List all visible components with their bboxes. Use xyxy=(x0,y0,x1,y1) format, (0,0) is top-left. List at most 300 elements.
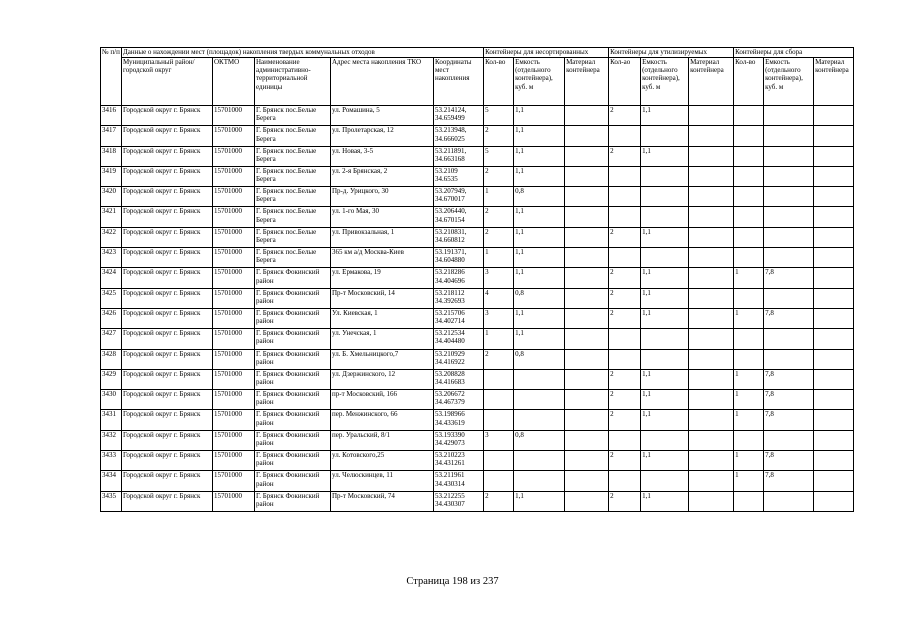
cell-capacity-collection xyxy=(764,187,814,207)
header-group-unsorted: Контейнеры для несортированных xyxy=(484,48,609,58)
table-row xyxy=(101,430,854,450)
cell-count-recycle: 2 xyxy=(609,288,641,308)
cell-count-collection xyxy=(734,207,764,227)
cell-count-collection: 1 xyxy=(734,268,764,288)
cell-count-unsorted: 1 xyxy=(484,248,514,268)
cell-count-recycle: 2 xyxy=(609,451,641,471)
cell-coords: 53.206672 34.467379 xyxy=(434,390,484,410)
cell-municipal: Городской округ г. Брянск xyxy=(122,471,213,491)
cell-municipal: Городской округ г. Брянск xyxy=(122,207,213,227)
cell-material-collection xyxy=(814,369,854,389)
cell-capacity-unsorted xyxy=(514,471,565,491)
cell-material-unsorted xyxy=(565,410,609,430)
cell-count-unsorted: 3 xyxy=(484,430,514,450)
cell-admin-unit: Г. Брянск Фокинский район xyxy=(255,430,331,450)
cell-count-unsorted xyxy=(484,390,514,410)
cell-count-unsorted: 2 xyxy=(484,207,514,227)
cell-admin-unit: Г. Брянск пос.Белые Берега xyxy=(255,146,331,166)
header-group-recycle: Контейнеры для утилизируемых xyxy=(609,48,734,58)
table-row xyxy=(101,187,854,207)
cell-municipal: Городской округ г. Брянск xyxy=(122,146,213,166)
cell-admin-unit: Г. Брянск пос.Белые Берега xyxy=(255,227,331,247)
cell-admin-unit: Г. Брянск пос.Белые Берега xyxy=(255,106,331,126)
cell-oktmo: 15701000 xyxy=(213,329,255,349)
cell-material-collection xyxy=(814,471,854,491)
cell-count-recycle: 2 xyxy=(609,268,641,288)
cell-capacity-collection xyxy=(764,126,814,146)
cell-num: 3427 xyxy=(101,329,122,349)
cell-coords: 53.212534 34.404480 xyxy=(434,329,484,349)
cell-address: Пр-д. Урицкого, 30 xyxy=(331,187,434,207)
cell-coords: 53.214124, 34.659499 xyxy=(434,106,484,126)
cell-capacity-unsorted xyxy=(514,390,565,410)
cell-num: 3418 xyxy=(101,146,122,166)
cell-address: Пр-т Московский, 14 xyxy=(331,288,434,308)
cell-admin-unit: Г. Брянск Фокинский район xyxy=(255,349,331,369)
cell-municipal: Городской округ г. Брянск xyxy=(122,390,213,410)
cell-count-recycle: 2 xyxy=(609,390,641,410)
cell-oktmo: 15701000 xyxy=(213,187,255,207)
cell-count-collection xyxy=(734,430,764,450)
cell-municipal: Городской округ г. Брянск xyxy=(122,248,213,268)
cell-capacity-unsorted xyxy=(514,369,565,389)
cell-capacity-collection: 7,8 xyxy=(764,390,814,410)
cell-capacity-collection: 7,8 xyxy=(764,471,814,491)
table-row xyxy=(101,349,854,369)
cell-coords: 53.212255 34.430307 xyxy=(434,491,484,511)
cell-material-collection xyxy=(814,491,854,511)
cell-capacity-unsorted xyxy=(514,451,565,471)
header-municipal: Муниципальный район/городской округ xyxy=(122,58,213,106)
cell-oktmo: 15701000 xyxy=(213,451,255,471)
header-coords: Координаты мест накопления xyxy=(434,58,484,106)
header-capacity-collection: Емкость (отдельного контейнера), куб. м xyxy=(764,58,814,106)
cell-municipal: Городской округ г. Брянск xyxy=(122,187,213,207)
cell-address: пер. Уральский, 8/1 xyxy=(331,430,434,450)
table-row xyxy=(101,268,854,288)
cell-count-collection xyxy=(734,248,764,268)
cell-capacity-unsorted: 0,8 xyxy=(514,349,565,369)
cell-coords: 53.215706 34.402714 xyxy=(434,308,484,328)
table-row xyxy=(101,227,854,247)
cell-material-collection xyxy=(814,410,854,430)
cell-municipal: Городской округ г. Брянск xyxy=(122,308,213,328)
waste-sites-table xyxy=(100,47,854,512)
cell-capacity-recycle xyxy=(641,207,689,227)
cell-coords: 53.213948, 34.666025 xyxy=(434,126,484,146)
cell-coords: 53.210831, 34.660812 xyxy=(434,227,484,247)
cell-material-recycle xyxy=(689,126,734,146)
cell-num: 3430 xyxy=(101,390,122,410)
cell-material-recycle xyxy=(689,268,734,288)
cell-oktmo: 15701000 xyxy=(213,288,255,308)
cell-capacity-recycle: 1,1 xyxy=(641,227,689,247)
cell-capacity-unsorted: 1,1 xyxy=(514,126,565,146)
cell-municipal: Городской округ г. Брянск xyxy=(122,288,213,308)
cell-material-collection xyxy=(814,126,854,146)
cell-material-recycle xyxy=(689,207,734,227)
cell-capacity-unsorted: 1,1 xyxy=(514,248,565,268)
cell-count-recycle: 2 xyxy=(609,146,641,166)
cell-coords: 53.2109 34.6535 xyxy=(434,166,484,186)
cell-material-unsorted xyxy=(565,430,609,450)
cell-num: 3431 xyxy=(101,410,122,430)
cell-material-collection xyxy=(814,207,854,227)
cell-material-unsorted xyxy=(565,227,609,247)
cell-capacity-unsorted: 1,1 xyxy=(514,308,565,328)
cell-capacity-recycle: 1,1 xyxy=(641,146,689,166)
cell-admin-unit: Г. Брянск пос.Белые Берега xyxy=(255,187,331,207)
cell-oktmo: 15701000 xyxy=(213,268,255,288)
header-count-unsorted: Кол-во xyxy=(484,58,514,106)
header-material-collection: Материал контейнера xyxy=(814,58,854,106)
cell-material-collection xyxy=(814,146,854,166)
header-num: № п/п xyxy=(101,48,122,106)
cell-address: ул. 1-го Мая, 30 xyxy=(331,207,434,227)
table-row xyxy=(101,329,854,349)
cell-capacity-unsorted: 1,1 xyxy=(514,491,565,511)
cell-admin-unit: Г. Брянск пос.Белые Берега xyxy=(255,207,331,227)
cell-num: 3422 xyxy=(101,227,122,247)
cell-capacity-unsorted xyxy=(514,410,565,430)
cell-material-recycle xyxy=(689,106,734,126)
cell-count-collection: 1 xyxy=(734,451,764,471)
cell-num: 3417 xyxy=(101,126,122,146)
cell-num: 3434 xyxy=(101,471,122,491)
cell-count-collection: 1 xyxy=(734,308,764,328)
table-row xyxy=(101,451,854,471)
cell-coords: 53.211961 34.430314 xyxy=(434,471,484,491)
cell-material-recycle xyxy=(689,491,734,511)
cell-material-unsorted xyxy=(565,390,609,410)
cell-count-recycle: 2 xyxy=(609,227,641,247)
cell-material-recycle xyxy=(689,187,734,207)
header-group-collection: Контейнеры для сбора xyxy=(734,48,854,58)
cell-material-recycle xyxy=(689,390,734,410)
header-material-unsorted: Материал контейнера xyxy=(565,58,609,106)
cell-num: 3425 xyxy=(101,288,122,308)
cell-capacity-collection xyxy=(764,207,814,227)
cell-capacity-recycle: 1,1 xyxy=(641,308,689,328)
cell-num: 3416 xyxy=(101,106,122,126)
header-row-columns xyxy=(101,58,854,106)
cell-material-collection xyxy=(814,268,854,288)
cell-coords: 53.207949, 34.670017 xyxy=(434,187,484,207)
cell-oktmo: 15701000 xyxy=(213,430,255,450)
cell-address: пр-т Московский, 166 xyxy=(331,390,434,410)
cell-address: ул. Челюскинцев, 11 xyxy=(331,471,434,491)
cell-capacity-recycle: 1,1 xyxy=(641,491,689,511)
cell-address: ул. Пролетарская, 12 xyxy=(331,126,434,146)
cell-num: 3428 xyxy=(101,349,122,369)
cell-material-unsorted xyxy=(565,268,609,288)
cell-material-recycle xyxy=(689,471,734,491)
cell-address: ул. Дзержинского, 12 xyxy=(331,369,434,389)
cell-coords: 53.210223 34.431261 xyxy=(434,451,484,471)
cell-capacity-collection xyxy=(764,491,814,511)
cell-oktmo: 15701000 xyxy=(213,227,255,247)
cell-count-collection xyxy=(734,491,764,511)
cell-num: 3432 xyxy=(101,430,122,450)
header-count-collection: Кол-во xyxy=(734,58,764,106)
cell-count-unsorted: 3 xyxy=(484,268,514,288)
cell-oktmo: 15701000 xyxy=(213,126,255,146)
cell-material-collection xyxy=(814,349,854,369)
cell-count-collection xyxy=(734,288,764,308)
cell-capacity-recycle: 1,1 xyxy=(641,451,689,471)
cell-municipal: Городской округ г. Брянск xyxy=(122,329,213,349)
table-row xyxy=(101,166,854,186)
table-row xyxy=(101,308,854,328)
cell-num: 3420 xyxy=(101,187,122,207)
cell-address: Ул. Киевская, 1 xyxy=(331,308,434,328)
cell-capacity-collection xyxy=(764,349,814,369)
cell-material-unsorted xyxy=(565,451,609,471)
cell-count-unsorted: 3 xyxy=(484,308,514,328)
cell-count-recycle xyxy=(609,430,641,450)
cell-admin-unit: Г. Брянск Фокинский район xyxy=(255,471,331,491)
cell-coords: 53.211891, 34.663168 xyxy=(434,146,484,166)
cell-capacity-recycle: 1,1 xyxy=(641,410,689,430)
cell-material-unsorted xyxy=(565,369,609,389)
table-header xyxy=(101,48,854,106)
table-row xyxy=(101,471,854,491)
cell-material-unsorted xyxy=(565,166,609,186)
cell-count-unsorted: 2 xyxy=(484,166,514,186)
cell-count-unsorted: 4 xyxy=(484,288,514,308)
cell-coords: 53.218286 34.404696 xyxy=(434,268,484,288)
cell-oktmo: 15701000 xyxy=(213,369,255,389)
cell-capacity-collection: 7,8 xyxy=(764,268,814,288)
cell-coords: 53.206440, 34.670154 xyxy=(434,207,484,227)
cell-material-unsorted xyxy=(565,126,609,146)
cell-capacity-recycle: 1,1 xyxy=(641,288,689,308)
cell-material-unsorted xyxy=(565,329,609,349)
cell-count-unsorted: 2 xyxy=(484,349,514,369)
cell-num: 3429 xyxy=(101,369,122,389)
cell-count-unsorted: 2 xyxy=(484,227,514,247)
cell-count-collection xyxy=(734,146,764,166)
cell-coords: 53.210929 34.416922 xyxy=(434,349,484,369)
cell-capacity-recycle xyxy=(641,166,689,186)
cell-admin-unit: Г. Брянск Фокинский район xyxy=(255,329,331,349)
cell-admin-unit: Г. Брянск Фокинский район xyxy=(255,268,331,288)
cell-count-unsorted: 2 xyxy=(484,126,514,146)
table-row xyxy=(101,491,854,511)
cell-material-unsorted xyxy=(565,308,609,328)
cell-oktmo: 15701000 xyxy=(213,146,255,166)
cell-capacity-unsorted: 0,8 xyxy=(514,187,565,207)
cell-count-unsorted: 5 xyxy=(484,146,514,166)
cell-admin-unit: Г. Брянск Фокинский район xyxy=(255,390,331,410)
cell-num: 3423 xyxy=(101,248,122,268)
cell-material-recycle xyxy=(689,329,734,349)
cell-capacity-recycle: 1,1 xyxy=(641,268,689,288)
cell-municipal: Городской округ г. Брянск xyxy=(122,227,213,247)
table-row xyxy=(101,207,854,227)
cell-oktmo: 15701000 xyxy=(213,410,255,430)
cell-material-collection xyxy=(814,227,854,247)
cell-address: ул. Котовского,25 xyxy=(331,451,434,471)
cell-capacity-unsorted: 1,1 xyxy=(514,329,565,349)
cell-address: ул. Привокзальная, 1 xyxy=(331,227,434,247)
cell-municipal: Городской округ г. Брянск xyxy=(122,106,213,126)
cell-municipal: Городской округ г. Брянск xyxy=(122,491,213,511)
cell-count-collection: 1 xyxy=(734,471,764,491)
table-body xyxy=(101,106,854,512)
cell-count-recycle xyxy=(609,207,641,227)
cell-count-unsorted: 1 xyxy=(484,187,514,207)
cell-material-unsorted xyxy=(565,106,609,126)
cell-count-collection: 1 xyxy=(734,410,764,430)
cell-count-recycle: 2 xyxy=(609,308,641,328)
table-row xyxy=(101,410,854,430)
cell-material-recycle xyxy=(689,430,734,450)
cell-address: ул. Ермакова, 19 xyxy=(331,268,434,288)
table-row xyxy=(101,288,854,308)
cell-count-recycle xyxy=(609,166,641,186)
cell-oktmo: 15701000 xyxy=(213,106,255,126)
cell-count-unsorted xyxy=(484,410,514,430)
cell-count-collection: 1 xyxy=(734,369,764,389)
cell-material-unsorted xyxy=(565,146,609,166)
cell-num: 3426 xyxy=(101,308,122,328)
cell-capacity-recycle xyxy=(641,471,689,491)
cell-count-recycle: 2 xyxy=(609,369,641,389)
cell-material-collection xyxy=(814,166,854,186)
cell-material-recycle xyxy=(689,451,734,471)
cell-capacity-collection xyxy=(764,288,814,308)
cell-capacity-recycle xyxy=(641,329,689,349)
cell-count-recycle: 2 xyxy=(609,491,641,511)
cell-count-recycle xyxy=(609,329,641,349)
cell-address: ул. Новая, 3-5 xyxy=(331,146,434,166)
header-oktmo: ОКТМО xyxy=(213,58,255,106)
cell-material-unsorted xyxy=(565,187,609,207)
cell-capacity-unsorted: 1,1 xyxy=(514,146,565,166)
header-group-location: Данные о нахождении мест (площадок) накопления твердых коммунальных отходов xyxy=(122,48,484,58)
cell-admin-unit: Г. Брянск Фокинский район xyxy=(255,491,331,511)
cell-material-collection xyxy=(814,248,854,268)
cell-count-unsorted: 2 xyxy=(484,491,514,511)
cell-count-unsorted xyxy=(484,369,514,389)
table-row xyxy=(101,248,854,268)
cell-address: ул. Унечская, 1 xyxy=(331,329,434,349)
cell-oktmo: 15701000 xyxy=(213,166,255,186)
cell-oktmo: 15701000 xyxy=(213,308,255,328)
cell-capacity-recycle xyxy=(641,430,689,450)
cell-count-recycle xyxy=(609,126,641,146)
cell-capacity-unsorted: 1,1 xyxy=(514,166,565,186)
cell-material-collection xyxy=(814,451,854,471)
cell-address: 365 км а/д Москва-Киев xyxy=(331,248,434,268)
cell-material-collection xyxy=(814,430,854,450)
cell-count-unsorted: 5 xyxy=(484,106,514,126)
page-number: Страница 198 из 237 xyxy=(406,576,499,587)
cell-capacity-unsorted: 1,1 xyxy=(514,106,565,126)
cell-count-collection: 1 xyxy=(734,390,764,410)
cell-material-collection xyxy=(814,308,854,328)
cell-oktmo: 15701000 xyxy=(213,491,255,511)
header-count-recycle: Кол-ао xyxy=(609,58,641,106)
cell-num: 3424 xyxy=(101,268,122,288)
cell-capacity-collection xyxy=(764,146,814,166)
table-row xyxy=(101,106,854,126)
cell-capacity-collection xyxy=(764,248,814,268)
cell-count-collection xyxy=(734,227,764,247)
cell-municipal: Городской округ г. Брянск xyxy=(122,369,213,389)
cell-count-unsorted xyxy=(484,471,514,491)
table-row xyxy=(101,390,854,410)
cell-capacity-recycle: 1,1 xyxy=(641,106,689,126)
cell-capacity-recycle xyxy=(641,248,689,268)
cell-municipal: Городской округ г. Брянск xyxy=(122,349,213,369)
cell-capacity-unsorted: 1,1 xyxy=(514,268,565,288)
cell-material-recycle xyxy=(689,288,734,308)
cell-count-unsorted: 1 xyxy=(484,329,514,349)
table-row xyxy=(101,369,854,389)
header-row-groups xyxy=(101,48,854,58)
cell-admin-unit: Г. Брянск Фокинский район xyxy=(255,308,331,328)
cell-coords: 53.208828 34.416683 xyxy=(434,369,484,389)
cell-oktmo: 15701000 xyxy=(213,349,255,369)
cell-count-recycle xyxy=(609,248,641,268)
cell-capacity-collection xyxy=(764,430,814,450)
cell-capacity-recycle xyxy=(641,187,689,207)
cell-material-recycle xyxy=(689,349,734,369)
cell-material-unsorted xyxy=(565,207,609,227)
cell-count-collection xyxy=(734,166,764,186)
cell-capacity-recycle xyxy=(641,126,689,146)
cell-count-recycle: 2 xyxy=(609,410,641,430)
cell-material-unsorted xyxy=(565,471,609,491)
header-capacity-unsorted: Емкость (отдельного контейнера), куб. м xyxy=(514,58,565,106)
cell-capacity-collection xyxy=(764,227,814,247)
cell-material-recycle xyxy=(689,410,734,430)
cell-admin-unit: Г. Брянск Фокинский район xyxy=(255,288,331,308)
cell-capacity-collection xyxy=(764,329,814,349)
cell-capacity-unsorted: 0,8 xyxy=(514,430,565,450)
cell-address: ул. Б. Хмельницкого,7 xyxy=(331,349,434,369)
cell-municipal: Городской округ г. Брянск xyxy=(122,430,213,450)
cell-admin-unit: Г. Брянск пос.Белые Берега xyxy=(255,126,331,146)
cell-address: пер. Менжинского, 66 xyxy=(331,410,434,430)
cell-count-collection xyxy=(734,349,764,369)
cell-capacity-unsorted: 1,1 xyxy=(514,227,565,247)
cell-admin-unit: Г. Брянск пос.Белые Берега xyxy=(255,166,331,186)
cell-material-recycle xyxy=(689,146,734,166)
cell-capacity-recycle: 1,1 xyxy=(641,390,689,410)
table-row xyxy=(101,146,854,166)
cell-coords: 53.193390 34.429073 xyxy=(434,430,484,450)
cell-num: 3421 xyxy=(101,207,122,227)
cell-count-collection xyxy=(734,187,764,207)
cell-num: 3419 xyxy=(101,166,122,186)
cell-count-recycle xyxy=(609,187,641,207)
cell-count-collection xyxy=(734,126,764,146)
cell-capacity-recycle xyxy=(641,349,689,369)
cell-municipal: Городской округ г. Брянск xyxy=(122,126,213,146)
cell-municipal: Городской округ г. Брянск xyxy=(122,410,213,430)
cell-address: ул. Ромашина, 5 xyxy=(331,106,434,126)
cell-material-unsorted xyxy=(565,248,609,268)
header-capacity-recycle: Емкость (отдельного контейнера), куб. м xyxy=(641,58,689,106)
cell-material-recycle xyxy=(689,369,734,389)
cell-address: ул. 2-я Брянская, 2 xyxy=(331,166,434,186)
cell-oktmo: 15701000 xyxy=(213,207,255,227)
cell-material-unsorted xyxy=(565,349,609,369)
cell-admin-unit: Г. Брянск Фокинский район xyxy=(255,410,331,430)
